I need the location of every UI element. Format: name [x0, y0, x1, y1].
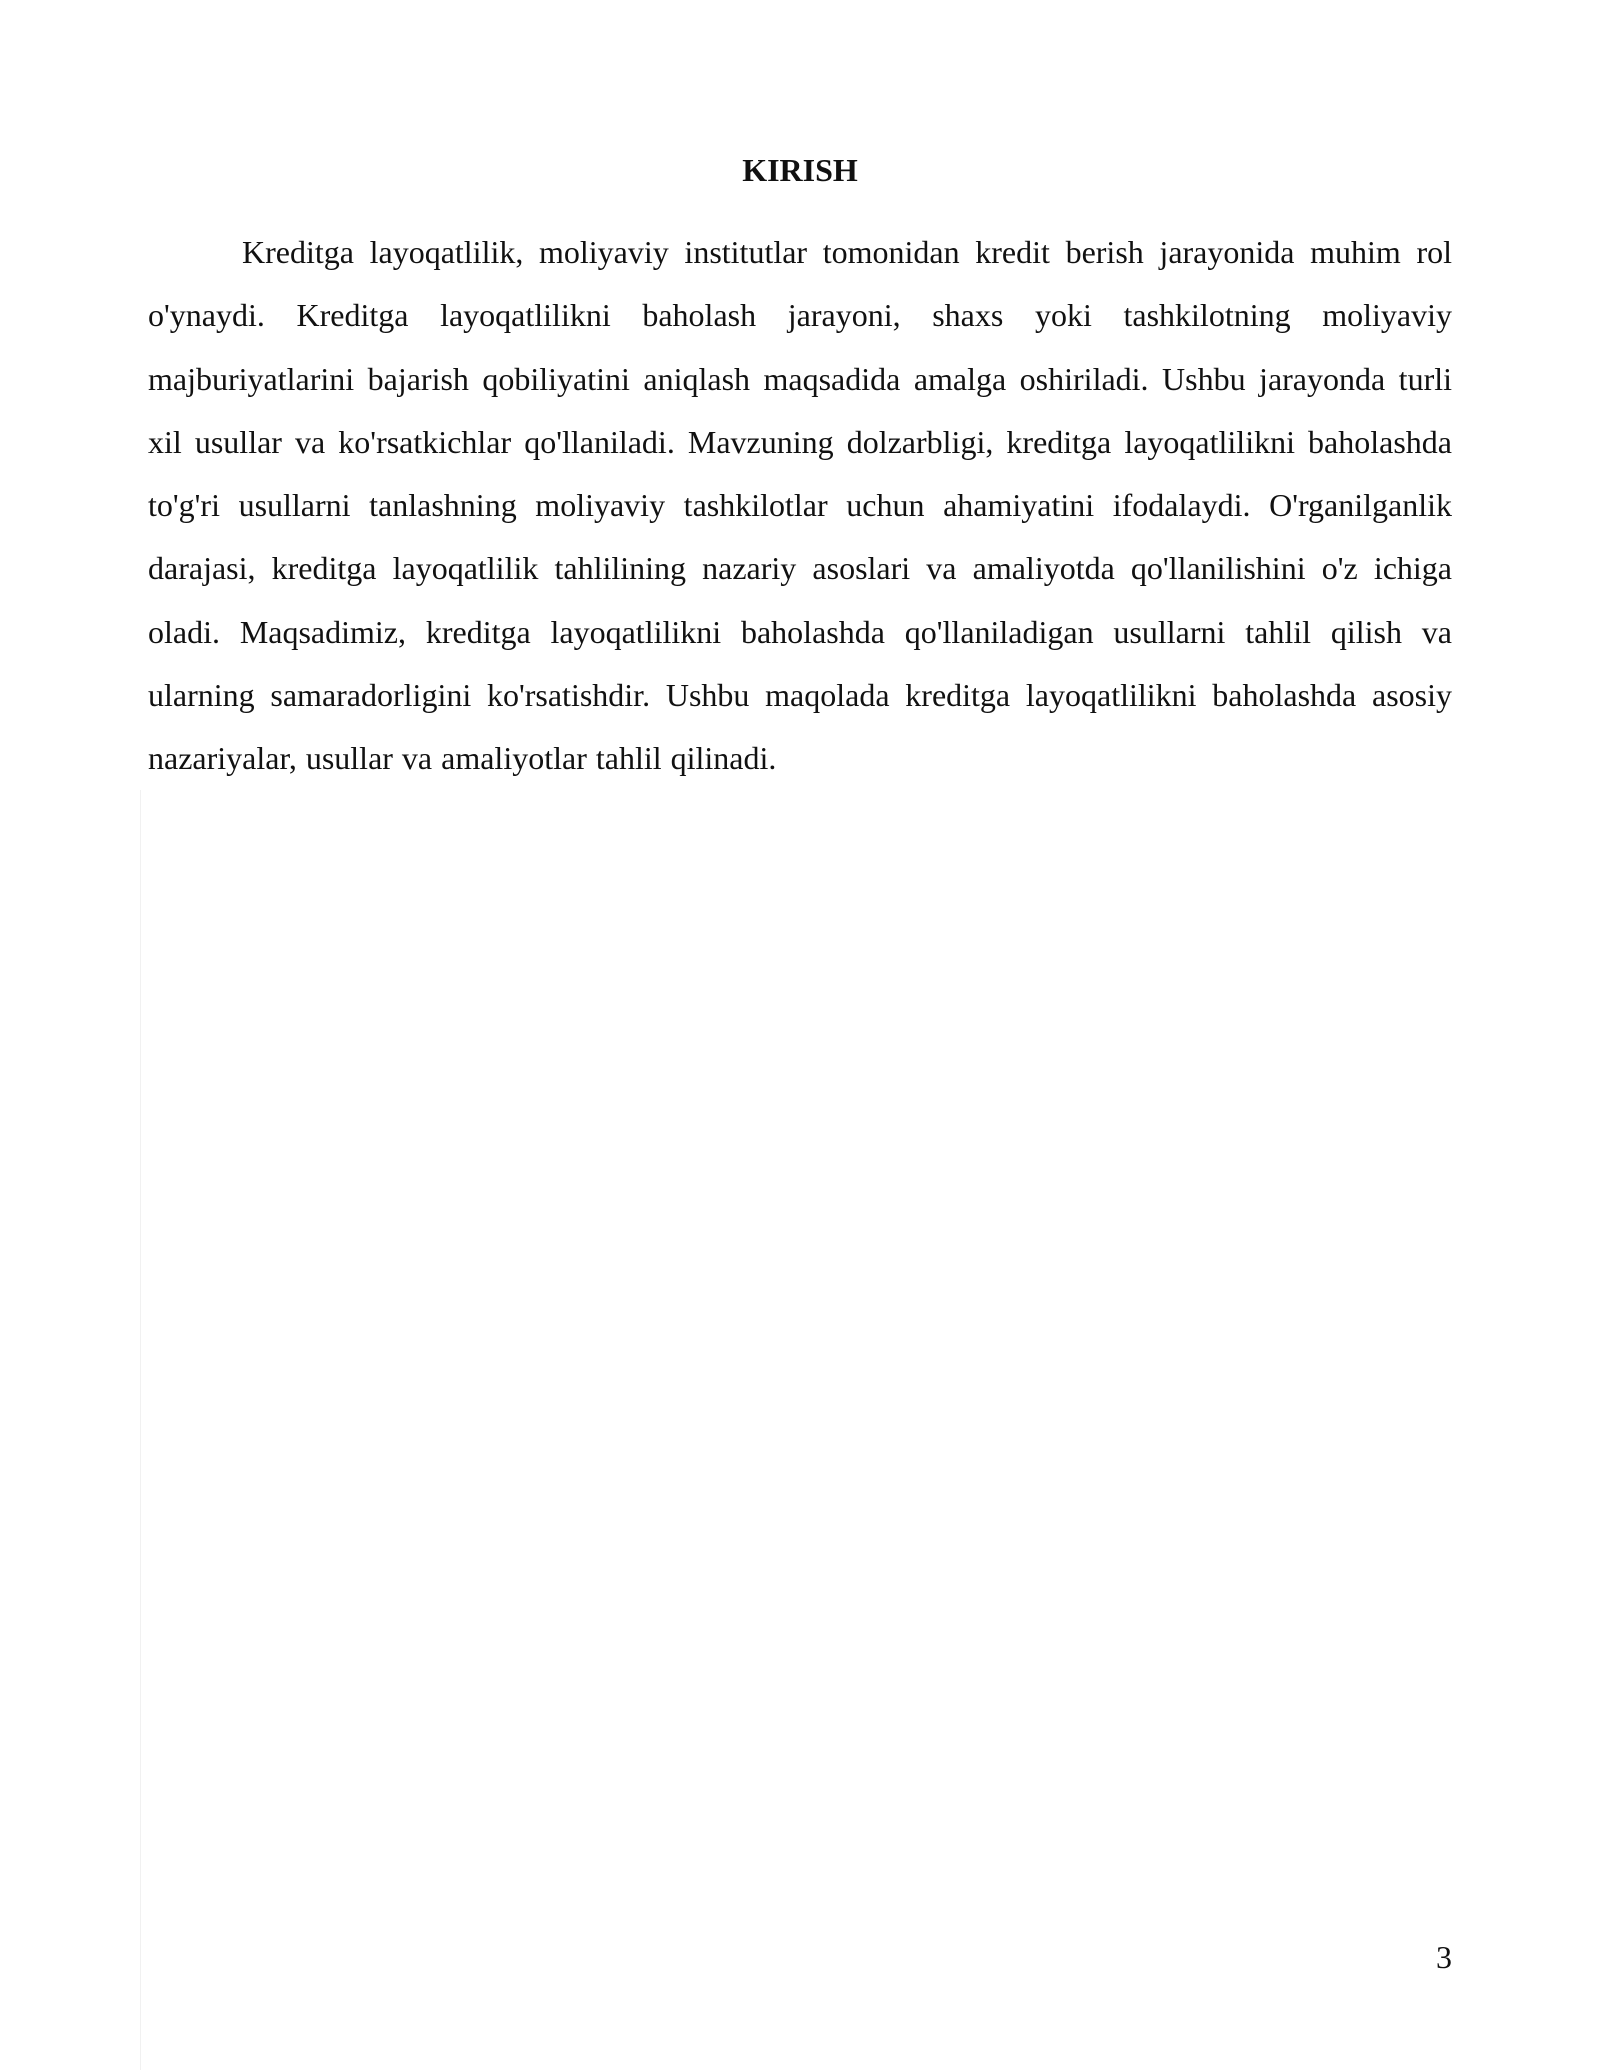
section-heading: KIRISH: [742, 152, 858, 188]
page-margin-line: [140, 790, 141, 2070]
body-paragraph: Kreditga layoqatlilik, moliyaviy institutlar tomonidan kredit berish jarayonida muhim rol o'ynaydi. Kreditga layoqatlilikni baholash jarayoni, shaxs yoki tashkilotning moliyaviy majburiyatlarini bajarish qobiliyatini aniqlash maqsadida amalga oshiriladi. Ushbu jarayonda turli xil usullar va ko'rsatkichlar qo'llaniladi. Mavzuning dolzarbligi, kreditga layoqatlilikni baholashda to'g'ri usullarni tanlashning moliyaviy tashkilotlar uchun ahamiyatini ifodalaydi. O'rganilganlik darajasi, kreditga layoqatlilik tahlilining nazariy asoslari va amaliyotda qo'llanilishini o'z ichiga oladi. Maqsadimiz, kreditga layoqatlilikni baholashda qo'llaniladigan usullarni tahlil qilish va ularning samaradorligini ko'rsatishdir. Ushbu maqolada kreditga layoqatlilikni baholashda asosiy nazariyalar, usullar va amaliyotlar tahlil qilinadi.: [148, 234, 1452, 777]
page-number: 3: [1436, 1939, 1452, 1975]
